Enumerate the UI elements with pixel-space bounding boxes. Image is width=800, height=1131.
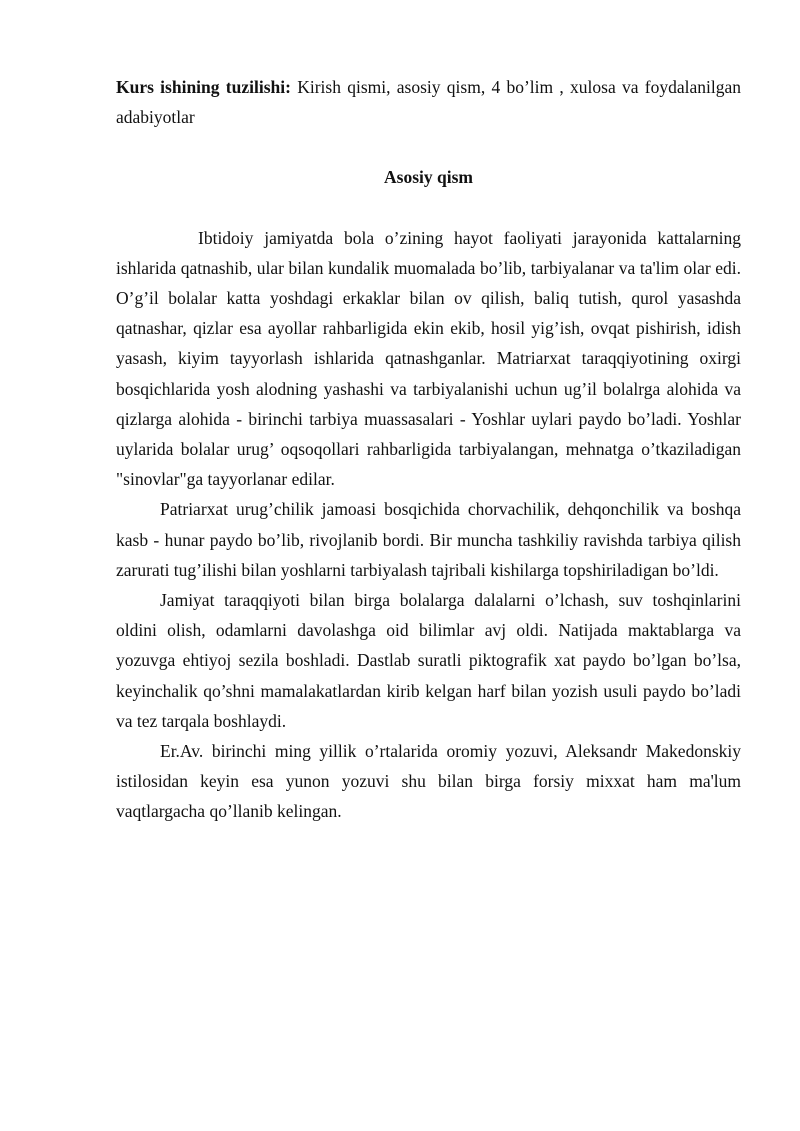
body-paragraph-1: Ibtidoiy jamiyatda bola o’zining hayot faoliyati jarayonida kattalarning ishlarida qatnashib, ular bilan kundalik muomalada bo’lib, tarbiyalanar va ta'lim olar edi. O’g’il bolalar katta yoshdagi erkaklar bilan ov qilish, baliq tutish, qurol yasashda qatnashar, qizlar esa ayollar rahbarligida ekin ekib, hosil yig’ish, ovqat pishirish, idish yasash, kiyim tayyorlash ishlarida qatnashganlar. Matriarxat taraqqiyotining oxirgi bosqichlarida yosh alodning yashashi va tarbiyalanishi uchun ug’il bolalrga alohida va qizlarga alohida - birinchi tarbiya muassasalari - Yoshlar uylari paydo bo’ladi. Yoshlar uylarida bolalar urug’ oqsoqollari rahbarligida tarbiyalangan, mehnatga o’tkaziladigan "sinovlar"ga tayyorlanar edilar. xyxy=(116,227,741,490)
body-paragraph-3: Jamiyat taraqqiyoti bilan birga bolalarga dalalarni o’lchash, suv toshqinlarini oldini olish, odamlarni davolashga oid bilimlar avj oldi. Natijada maktablarga va yozuvga ehtiyoj sezila boshladi. Dastlab suratli piktografik xat paydo bo’lgan bo’lsa, keyinchalik qo’shni mamalakatlardan kirib kelgan harf bilan yozish usuli paydo bo’ladi va tez tarqala boshlaydi. xyxy=(116,590,741,731)
course-structure-label: Kurs ishining tuzilishi: xyxy=(116,77,291,97)
body-paragraph-4: Er.Av. birinchi ming yillik o’rtalarida oromiy yozuvi, Aleksandr Makedonskiy istilosidan keyin esa yunon yozuvi shu bilan birga forsiy mixxat ham ma'lum vaqtlargacha qo’llanib kelingan. xyxy=(116,741,741,822)
course-structure-paragraph xyxy=(116,72,741,132)
body-paragraph-2: Patriarxat urug’chilik jamoasi bosqichida chorvachilik, dehqonchilik va boshqa kasb - hunar paydo bo’lib, rivojlanib bordi. Bir muncha tashkiliy ravishda tarbiya qilish zarurati tug’ilishi bilan yoshlarni tarbiyalash tajribali kishilarga topshiriladigan bo’ldi. xyxy=(116,499,741,580)
document-page xyxy=(116,72,741,827)
section-heading: Asosiy qism xyxy=(384,167,473,188)
course-structure-text: Kirish qismi, asosiy qism, 4 bo’lim , xulosa va foydalanilgan adabiyotlar xyxy=(116,77,741,128)
